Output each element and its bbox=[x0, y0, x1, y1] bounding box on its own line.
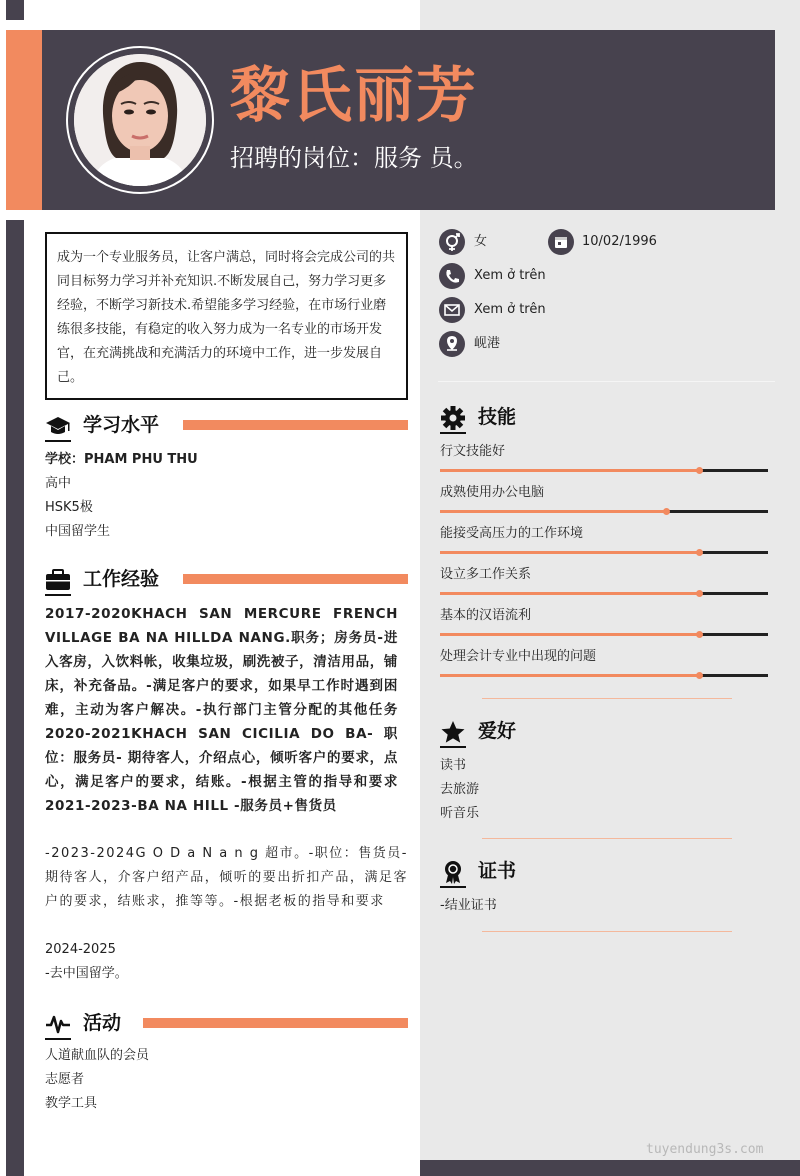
skill-level-bar bbox=[440, 551, 768, 554]
skill-level-bar bbox=[440, 674, 768, 677]
certificate-item: -结业证书 bbox=[440, 898, 497, 913]
hobbies-title: 爱好 bbox=[478, 720, 517, 742]
avatar bbox=[74, 54, 206, 186]
gender-icon bbox=[439, 229, 465, 255]
hobby-item: 听音乐 bbox=[440, 806, 480, 821]
skill-label: 设立多工作关系 bbox=[440, 567, 532, 582]
bottom-accent-bar bbox=[420, 1160, 800, 1176]
briefcase-icon bbox=[45, 568, 71, 592]
applied-position: 招聘的岗位：服务 员。 bbox=[230, 144, 478, 172]
pulse-icon bbox=[45, 1012, 71, 1036]
email-icon bbox=[439, 297, 465, 323]
left-accent-bar bbox=[6, 220, 24, 1176]
section-divider bbox=[482, 838, 732, 839]
section-bar bbox=[143, 1018, 408, 1028]
header-accent-block bbox=[6, 30, 42, 210]
skill-label: 行文技能好 bbox=[440, 444, 506, 459]
skill-level-fill bbox=[440, 674, 699, 677]
skill-level-fill bbox=[440, 551, 699, 554]
education-line: 中国留学生 bbox=[45, 524, 111, 539]
skill-label: 处理会计专业中出现的问题 bbox=[440, 649, 597, 664]
skills-section-header bbox=[440, 402, 770, 436]
hobby-item: 读书 bbox=[440, 758, 467, 773]
skill-label: 成熟使用办公电脑 bbox=[440, 485, 545, 500]
graduation-cap-icon bbox=[45, 414, 71, 438]
skill-level-fill bbox=[440, 592, 699, 595]
skill-level-bar bbox=[440, 469, 768, 472]
skill-level-bar bbox=[440, 633, 768, 636]
star-icon bbox=[440, 720, 466, 744]
section-divider bbox=[482, 698, 732, 699]
work-plan: -去中国留学。 bbox=[45, 966, 128, 981]
education-line: 高中 bbox=[45, 476, 72, 491]
education-school: 学校：PHAM PHU THU bbox=[45, 452, 198, 467]
info-divider bbox=[438, 381, 775, 382]
hobby-item: 去旅游 bbox=[440, 782, 480, 797]
activity-item: 教学工具 bbox=[45, 1096, 98, 1111]
career-objective: 成为一个专业服务员，让客户满总，同时将会完成公司的共同目标努力学习并补充知识.不断发展自己，努力学习更多经验，不断学习新技术.希望能多学习经验，在市场行业磨练很多技能，有稳定的收入努力成为一名专业的市场开发官，在充满挑战和充满活力的环境中工作，进一步发展自己。 bbox=[45, 232, 408, 400]
education-section-header bbox=[45, 410, 408, 444]
certificates-title: 证书 bbox=[478, 860, 517, 882]
section-underline bbox=[440, 746, 466, 748]
skill-label: 能接受高压力的工作环境 bbox=[440, 526, 584, 541]
avatar-photo bbox=[74, 54, 206, 186]
watermark: tuyendung3s.com bbox=[646, 1142, 764, 1157]
skill-level-bar bbox=[440, 510, 768, 513]
skill-level-fill bbox=[440, 469, 699, 472]
section-underline bbox=[440, 432, 466, 434]
email-value: Xem ở trên bbox=[474, 302, 546, 317]
skills-title: 技能 bbox=[478, 406, 517, 428]
candidate-name: 黎氏丽芳 bbox=[230, 61, 478, 131]
certificates-section-header bbox=[440, 856, 770, 890]
phone-value: Xem ở trên bbox=[474, 268, 546, 283]
education-line: HSK5极 bbox=[45, 500, 93, 515]
calendar-icon bbox=[548, 229, 574, 255]
gender-value: 女 bbox=[474, 234, 488, 249]
section-underline bbox=[440, 886, 466, 888]
section-underline bbox=[45, 594, 71, 596]
left-accent-bar-top bbox=[6, 0, 24, 20]
section-bar bbox=[183, 574, 408, 584]
address-value: 岘港 bbox=[474, 336, 501, 351]
section-bar bbox=[183, 420, 408, 430]
work-period: 2024-2025 bbox=[45, 942, 116, 957]
location-icon bbox=[439, 331, 465, 357]
phone-icon bbox=[439, 263, 465, 289]
activity-item: 志愿者 bbox=[45, 1072, 85, 1087]
section-underline bbox=[45, 1038, 71, 1040]
work-title: 工作经验 bbox=[83, 568, 160, 590]
skill-level-fill bbox=[440, 633, 699, 636]
skill-level-fill bbox=[440, 510, 666, 513]
award-icon bbox=[440, 860, 466, 884]
activities-title: 活动 bbox=[83, 1012, 122, 1034]
hobbies-section-header bbox=[440, 716, 770, 750]
section-divider bbox=[482, 931, 732, 932]
skill-level-bar bbox=[440, 592, 768, 595]
gear-icon bbox=[440, 406, 466, 430]
activity-item: 人道献血队的会员 bbox=[45, 1048, 150, 1063]
work-section-header bbox=[45, 564, 408, 598]
section-underline bbox=[45, 440, 71, 442]
education-title: 学习水平 bbox=[83, 414, 160, 436]
work-experience-detail: -2023-2024G O D a N a n g 超市。-职位：售货员-期待客人，介客户绍产品，倾听的要出折扣产品，满足客户的要求，结账求，推等等。-根据老板的指导和要求 bbox=[45, 846, 408, 909]
birthdate-value: 10/02/1996 bbox=[582, 234, 657, 249]
skill-label: 基本的汉语流利 bbox=[440, 608, 532, 623]
work-experience-main: 2017-2020KHACH SAN MERCURE FRENCH VILLAGE BA NA HILLDA NANG.职务；房务员-进入客房，入饮料帐，收集垃圾，刷洗被子，清洁用品，铺床，补充备品。-满足客户的要求，如果早工作时遇到困难，主动为客户解决。-执行部门主管分配的其他任务2020-2021KHACH SAN CICILIA DO BA- 职位：服务员- 期待客人，介绍点心，倾听客户的要求，点心，满足客户的要求，结账。-根据主管的指导和要求2021-2023-BA NA HILL -服务员+售货员 bbox=[45, 606, 398, 814]
activities-section-header bbox=[45, 1008, 408, 1042]
